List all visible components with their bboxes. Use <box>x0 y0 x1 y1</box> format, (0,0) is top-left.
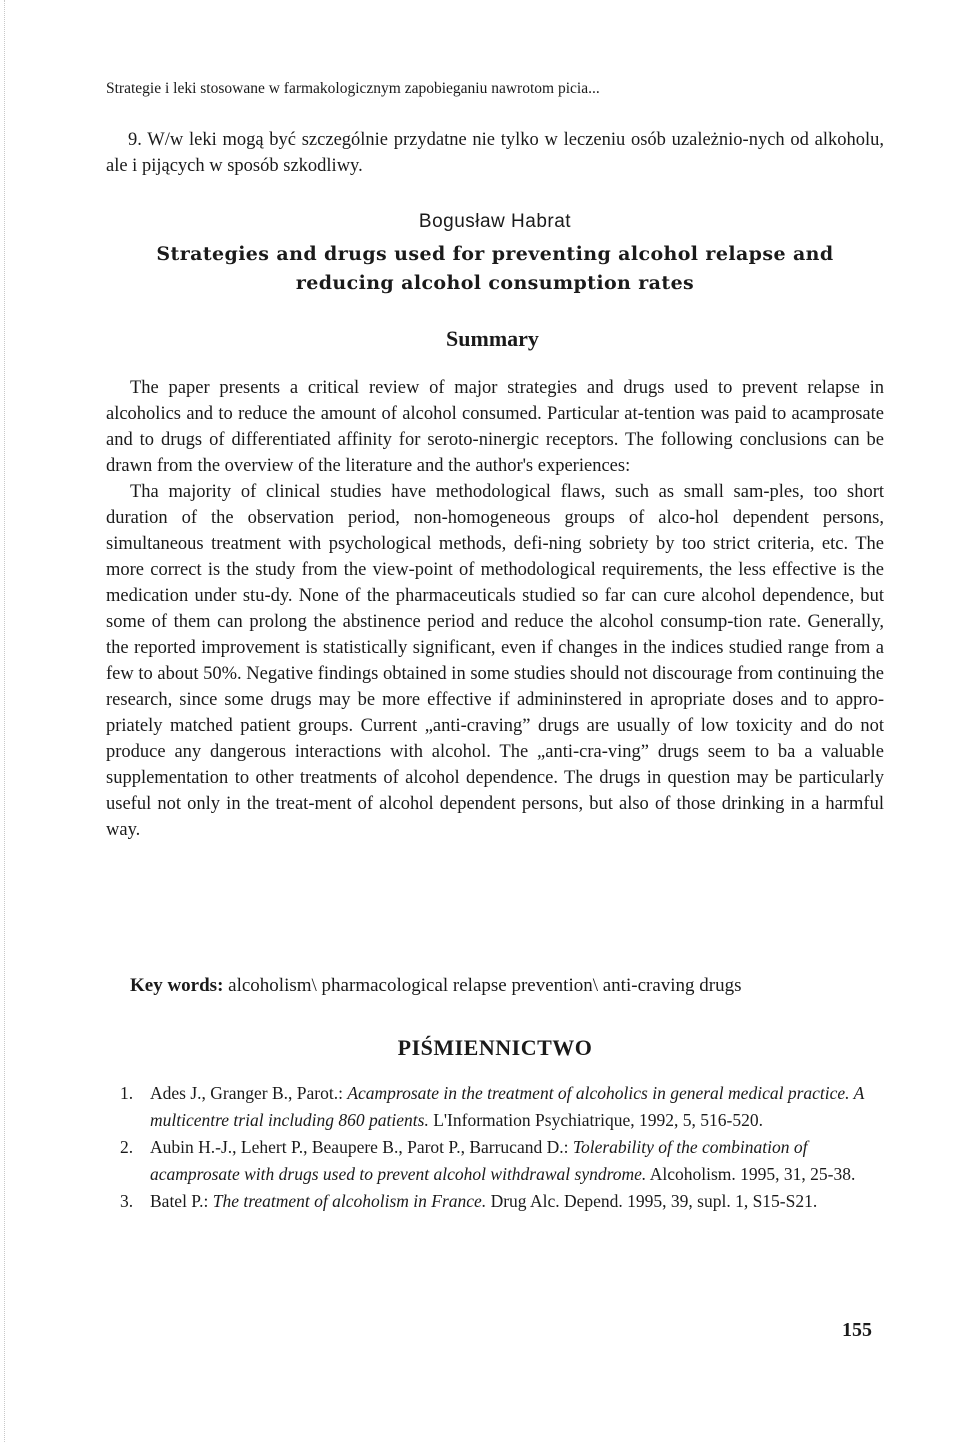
references-list <box>106 1080 884 1215</box>
reference-title: Acamprosate in the treatment of alcoholics in general medical practice. A multicentre trial including 860 patients. <box>150 1083 864 1130</box>
reference-source: Alcoholism. 1995, 31, 25-38. <box>649 1164 856 1184</box>
keywords-text: alcoholism\ pharmacological relapse prevention\ anti-craving drugs <box>228 975 742 996</box>
keywords-label: Key words: <box>130 975 224 996</box>
summary-body <box>106 375 884 843</box>
keywords-line <box>130 973 890 999</box>
reference-item <box>106 1188 884 1215</box>
reference-authors: Batel P.: <box>150 1191 209 1211</box>
references-heading: PIŚMIENNICTWO <box>397 1035 593 1060</box>
reference-number: 1. <box>120 1083 134 1103</box>
reference-number: 2. <box>120 1137 134 1157</box>
reference-number: 3. <box>120 1191 134 1211</box>
reference-item <box>106 1080 884 1134</box>
conclusion-item-text: W/w leki mogą być szczególnie przydatne nie tylko w leczeniu osób uzależnio-nych od alkoholu, ale i pijących w sposób szkodliwy. <box>106 130 884 176</box>
reference-title: Tolerability of the combination of acamprosate with drugs used to prevent alcohol withdrawal syndrome. <box>150 1137 808 1184</box>
running-head: Strategie i leki stosowane w farmakologicznym zapobieganiu nawrotom picia... <box>106 80 600 97</box>
summary-title: Strategies and drugs used for preventing alcohol relapse and reducing alcohol consumption rates <box>156 243 834 294</box>
summary-paragraph-2: Tha majority of clinical studies have methodological flaws, such as small sam-ples, too short duration of the observation period, non-homogeneous groups of alco-hol dependent persons, simultaneous treatment with psychological methods, defi-ning sobriety by too strict criteria, etc. The more correct is the study from the view-point of methodological requirements, the less effective is the medication under stu-dy. None of the pharmaceuticals studied so far can cure alcohol dependence, but some of them can prolong the abstinence period and reduce the alcohol consump-tion rate. Generally, the reported improvement is statistically significant, even if changes in the indices studied range from a few to about 50%. Negative findings obtained in some studies should not discourage from continuing the research, since some drugs may be more effective if admininstered in apropriate doses and to appro-priately matched patient groups. Current „anti-craving” drugs are usually of low toxicity and do not produce any dangerous interactions with alcohol. The „anti-cra-ving” drugs seem to ba a valuable supplementation to other treatments of alcohol dependence. The drugs in question may be particularly useful not only in the treat-ment of alcohol dependent persons, but also of those drinking in a harmful way. <box>106 482 884 840</box>
reference-item <box>106 1134 884 1188</box>
reference-source: Drug Alc. Depend. 1995, 39, supl. 1, S15-S21. <box>490 1191 818 1211</box>
reference-source: L'Information Psychiatrique, 1992, 5, 516-520. <box>433 1110 763 1130</box>
reference-authors: Aubin H.-J., Lehert P., Beaupere B., Parot P., Barrucand D.: <box>150 1137 569 1157</box>
conclusion-item-number: 9. <box>128 130 142 150</box>
summary-heading: Summary <box>446 326 539 351</box>
page-number: 155 <box>842 1319 872 1341</box>
summary-paragraph-1: The paper presents a critical review of major strategies and drugs used to prevent relapse in alcoholics and to reduce the amount of alcohol consumed. Particular at-tention was paid to acamprosate and to drugs of differentiated affinity for seroto-ninergic receptors. The following conclusions can be drawn from the overview of the literature and the author's experiences: <box>106 378 884 476</box>
summary-author: Bogusław Habrat <box>418 211 572 232</box>
reference-title: The treatment of alcoholism in France. <box>212 1191 487 1211</box>
reference-authors: Ades J., Granger B., Parot.: <box>150 1083 343 1103</box>
conclusion-item-9 <box>106 127 884 179</box>
